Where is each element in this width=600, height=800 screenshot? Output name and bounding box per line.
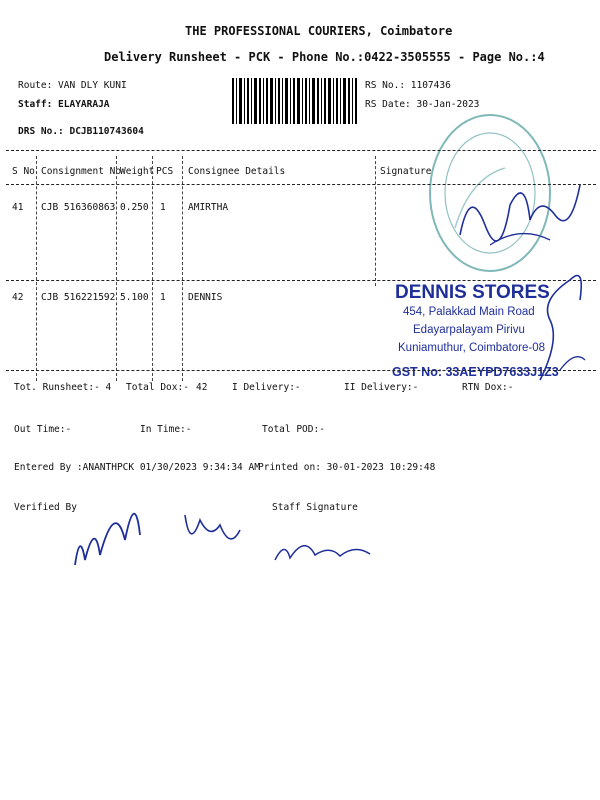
total-dox-value: 42: [196, 382, 208, 393]
stamp-address-3: Kuniamuthur, Coimbatore-08: [398, 342, 546, 354]
row-42-consignee: DENNIS: [188, 292, 223, 303]
row-42-weight: 5.100: [120, 292, 149, 303]
signature-row-42: [530, 260, 595, 390]
row-41-consignment: CJB 516360863: [41, 202, 116, 213]
row-42-sno: 42: [12, 292, 24, 303]
row-41-sno: 41: [12, 202, 24, 213]
in-time: In Time:-: [140, 424, 192, 435]
row-42-pcs: 1: [160, 292, 166, 303]
stamp-address-2: Edayarpalayam Pirivu: [413, 324, 525, 336]
runsheet-subtitle: Delivery Runsheet - PCK - Phone No.:0422-3505555 - Page No.:4: [104, 50, 545, 64]
col-weight: Weight: [120, 166, 155, 177]
signature-row-41: [450, 165, 590, 255]
rs-date: RS Date: 30-Jan-2023: [365, 99, 480, 110]
i-delivery: I Delivery:-: [232, 382, 301, 393]
col-sno: S No: [12, 166, 35, 177]
col-consignment: Consignment No: [41, 166, 122, 177]
drs-number: DRS No.: DCJB110743604: [18, 126, 144, 137]
tot-runsheet: Tot. Runsheet:- 4: [14, 382, 112, 393]
verified-by: Verified By: [14, 502, 77, 513]
stamp-address-1: 454, Palakkad Main Road: [403, 306, 535, 318]
staff-signature-label: Staff Signature: [272, 502, 358, 513]
staff-signature-mark: [270, 530, 380, 570]
ii-delivery: II Delivery:-: [344, 382, 419, 393]
col-signature: Signature: [380, 166, 432, 177]
row-42-consignment: CJB 516221592: [41, 292, 116, 303]
stamp-gst: GST No: 33AEYPD7633J1Z3: [392, 365, 559, 379]
route-label: Route: VAN DLY KUNI: [18, 80, 127, 91]
row-41-consignee: AMIRTHA: [188, 202, 229, 213]
staff-label: Staff: ELAYARAJA: [18, 99, 110, 110]
col-consignee: Consignee Details: [188, 166, 286, 177]
col-pcs: PCS: [156, 166, 174, 177]
barcode: [232, 78, 357, 124]
entered-by: Entered By :ANANTHPCK 01/30/2023 9:34:34 AM: [14, 462, 260, 473]
out-time: Out Time:-: [14, 424, 72, 435]
company-title: THE PROFESSIONAL COURIERS, Coimbatore: [185, 24, 453, 38]
printed-on: Printed on: 30-01-2023 10:29:48: [258, 462, 436, 473]
stamp-store-name: DENNIS STORES: [395, 282, 550, 303]
rtn-dox: RTN Dox:-: [462, 382, 514, 393]
row-41-pcs: 1: [160, 202, 166, 213]
total-pod: Total POD:-: [262, 424, 325, 435]
verified-signature: [70, 480, 250, 580]
rs-number: RS No.: 1107436: [365, 80, 451, 91]
total-dox-label: Total Dox:-: [126, 382, 189, 393]
row-41-weight: 0.250: [120, 202, 149, 213]
